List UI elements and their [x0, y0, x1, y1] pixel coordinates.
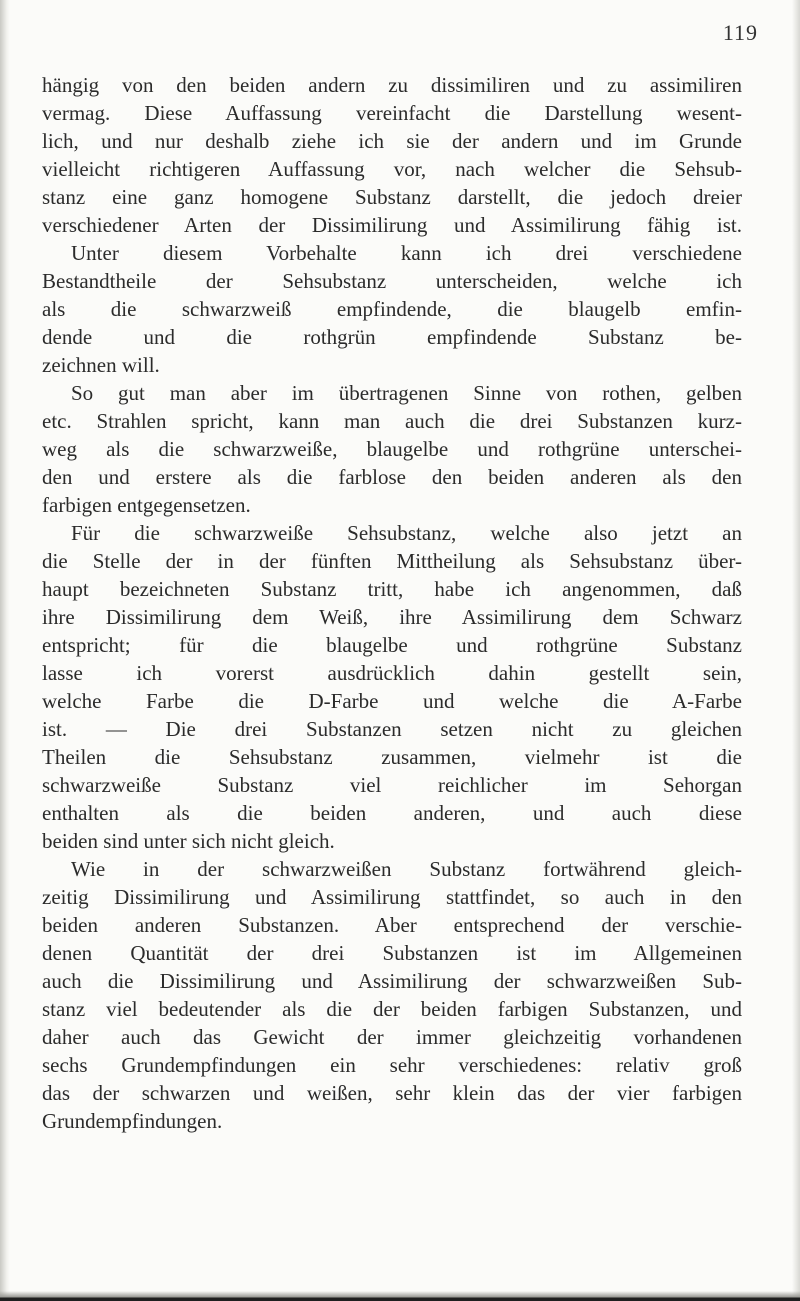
text-line: enthalten als die beiden anderen, und auch diese	[42, 801, 742, 825]
text-line: beiden sind unter sich nicht gleich.	[42, 829, 335, 853]
text-line: welche Farbe die D-Farbe und welche die A-Farbe	[42, 689, 742, 713]
text-line: den und erstere als die farblose den beiden anderen als den	[42, 465, 742, 489]
text-line: als die schwarzweiß empfindende, die blaugelb emfin-	[42, 297, 742, 321]
page-number: 119	[722, 20, 758, 45]
text-line: stanz viel bedeutender als die der beiden farbigen Substanzen, und	[42, 997, 742, 1021]
text-line: die Stelle der in der fünften Mittheilung als Sehsubstanz über-	[42, 549, 742, 573]
text-line: sechs Grundempfindungen ein sehr verschiedenes: relativ groß	[42, 1053, 742, 1077]
text-line: entspricht; für die blaugelbe und rothgrüne Substanz	[42, 633, 742, 657]
text-line: ist. — Die drei Substanzen setzen nicht zu gleichen	[42, 717, 742, 741]
text-line: zeichnen will.	[42, 353, 160, 377]
text-line: haupt bezeichneten Substanz tritt, habe ich angenommen, daß	[42, 577, 742, 601]
text-line: farbigen entgegensetzen.	[42, 493, 251, 517]
text-line: So gut man aber im übertragenen Sinne von rothen, gelben	[71, 381, 742, 405]
text-line: weg als die schwarzweiße, blaugelbe und rothgrüne unterschei-	[42, 437, 742, 461]
text-line: zeitig Dissimilirung und Assimilirung stattfindet, so auch in den	[42, 885, 742, 909]
text-line: hängig von den beiden andern zu dissimiliren und zu assimiliren	[42, 73, 742, 97]
page-edge-shadow	[792, 0, 800, 1301]
page-bottom-edge	[0, 1291, 800, 1301]
text-line: Theilen die Sehsubstanz zusammen, vielmehr ist die	[42, 745, 742, 769]
body-text	[42, 71, 742, 1135]
text-line: Wie in der schwarzweißen Substanz fortwährend gleich-	[71, 857, 742, 881]
text-line: beiden anderen Substanzen. Aber entsprechend der verschie-	[42, 913, 742, 937]
text-line: verschiedener Arten der Dissimilirung und Assimilirung fähig ist.	[42, 213, 742, 237]
text-line: dende und die rothgrün empfindende Substanz be-	[42, 325, 742, 349]
text-line: lasse ich vorerst ausdrücklich dahin gestellt sein,	[42, 661, 742, 685]
text-line: schwarzweiße Substanz viel reichlicher im Sehorgan	[42, 773, 742, 797]
text-line: Bestandtheile der Sehsubstanz unterscheiden, welche ich	[42, 269, 742, 293]
text-line: ihre Dissimilirung dem Weiß, ihre Assimilirung dem Schwarz	[42, 605, 742, 629]
text-line: vermag. Diese Auffassung vereinfacht die Darstellung wesent-	[42, 101, 742, 125]
text-line: Unter diesem Vorbehalte kann ich drei verschiedene	[71, 241, 742, 265]
text-line: stanz eine ganz homogene Substanz darstellt, die jedoch dreier	[42, 185, 742, 209]
text-line: auch die Dissimilirung und Assimilirung der schwarzweißen Sub-	[42, 969, 742, 993]
text-line: denen Quantität der drei Substanzen ist im Allgemeinen	[42, 941, 742, 965]
text-line: Grundempfindungen.	[42, 1109, 223, 1133]
text-line: das der schwarzen und weißen, sehr klein das der vier farbigen	[42, 1081, 742, 1105]
page-gutter-shadow	[0, 0, 10, 1301]
text-line: Für die schwarzweiße Sehsubstanz, welche also jetzt an	[71, 521, 742, 545]
text-line: etc. Strahlen spricht, kann man auch die drei Substanzen kurz-	[42, 409, 742, 433]
text-line: daher auch das Gewicht der immer gleichzeitig vorhandenen	[42, 1025, 742, 1049]
text-line: vielleicht richtigeren Auffassung vor, nach welcher die Sehsub-	[42, 157, 742, 181]
text-line: lich, und nur deshalb ziehe ich sie der andern und im Grunde	[42, 129, 742, 153]
